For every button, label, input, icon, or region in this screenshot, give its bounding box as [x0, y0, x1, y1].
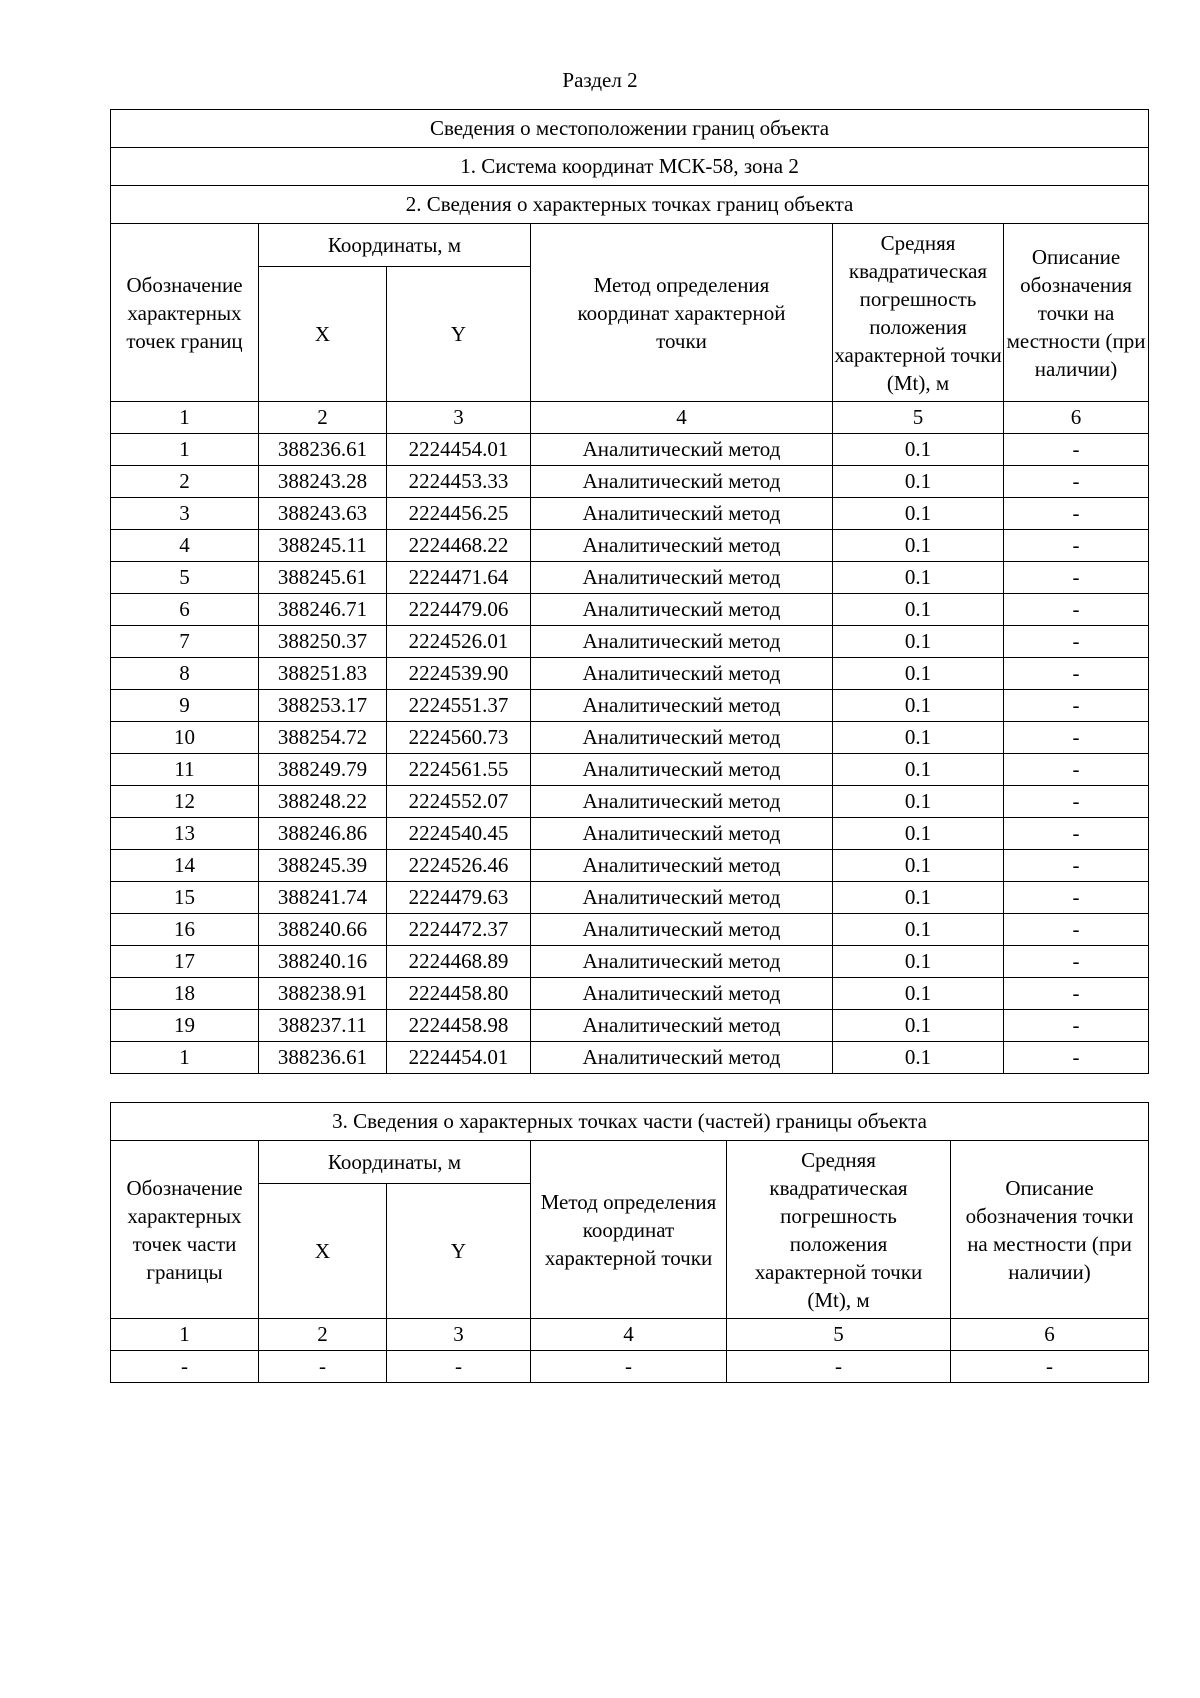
x-coordinate: 388243.63 — [259, 498, 387, 530]
method: Аналитический метод — [531, 562, 833, 594]
method: Аналитический метод — [531, 978, 833, 1010]
table-row — [111, 818, 1149, 850]
table-subtitle: 2. Сведения о характерных точках границ объекта — [111, 186, 1149, 224]
method: Аналитический метод — [531, 818, 833, 850]
y-coordinate: 2224560.73 — [387, 722, 531, 754]
point-number: 11 — [111, 754, 259, 786]
x-coordinate: 388240.16 — [259, 946, 387, 978]
y-coordinate: - — [387, 1351, 531, 1383]
point-number: 1 — [111, 434, 259, 466]
mt-value: 0.1 — [833, 690, 1004, 722]
column-numbers-row — [111, 402, 1149, 434]
part-points-body — [111, 1351, 1149, 1383]
point-number: 12 — [111, 786, 259, 818]
table-row — [111, 914, 1149, 946]
description: - — [951, 1351, 1149, 1383]
method: Аналитический метод — [531, 658, 833, 690]
description: - — [1004, 1042, 1149, 1074]
x-coordinate: 388248.22 — [259, 786, 387, 818]
header-description: Описание обозначения точки на местности (при наличии) — [1004, 224, 1149, 402]
x-coordinate: 388238.91 — [259, 978, 387, 1010]
method: Аналитический метод — [531, 626, 833, 658]
table-row — [111, 1351, 1149, 1383]
y-coordinate: 2224479.63 — [387, 882, 531, 914]
description: - — [1004, 850, 1149, 882]
description: - — [1004, 978, 1149, 1010]
header-y: Y — [387, 267, 531, 402]
mt-value: 0.1 — [833, 914, 1004, 946]
header-description: Описание обозначения точки на местности (при наличии) — [951, 1141, 1149, 1319]
mt-value: 0.1 — [833, 626, 1004, 658]
method: Аналитический метод — [531, 434, 833, 466]
mt-value: 0.1 — [833, 1010, 1004, 1042]
header-error: Средняя квадратическая погрешность положения характерной точки (Mt), м — [727, 1141, 951, 1319]
mt-value: 0.1 — [833, 978, 1004, 1010]
col-number: 4 — [531, 1319, 727, 1351]
x-coordinate: 388253.17 — [259, 690, 387, 722]
mt-value: 0.1 — [833, 658, 1004, 690]
method: Аналитический метод — [531, 530, 833, 562]
col-number: 2 — [259, 1319, 387, 1351]
point-number: 5 — [111, 562, 259, 594]
x-coordinate: 388246.71 — [259, 594, 387, 626]
x-coordinate: 388254.72 — [259, 722, 387, 754]
method: Аналитический метод — [531, 1010, 833, 1042]
table-row — [111, 626, 1149, 658]
method: Аналитический метод — [531, 690, 833, 722]
x-coordinate: 388245.11 — [259, 530, 387, 562]
description: - — [1004, 626, 1149, 658]
description: - — [1004, 658, 1149, 690]
table-row — [111, 658, 1149, 690]
x-coordinate: 388236.61 — [259, 1042, 387, 1074]
table-row — [111, 466, 1149, 498]
x-coordinate: 388240.66 — [259, 914, 387, 946]
method: Аналитический метод — [531, 498, 833, 530]
subtitle-row — [111, 1103, 1149, 1141]
col-number: 4 — [531, 402, 833, 434]
mt-value: 0.1 — [833, 466, 1004, 498]
method: Аналитический метод — [531, 722, 833, 754]
header-designation: Обозначение характерных точек части границы — [111, 1141, 259, 1319]
table-row — [111, 434, 1149, 466]
point-number: 16 — [111, 914, 259, 946]
method: Аналитический метод — [531, 914, 833, 946]
table-row — [111, 882, 1149, 914]
mt-value: 0.1 — [833, 818, 1004, 850]
col-number: 5 — [727, 1319, 951, 1351]
table-row — [111, 530, 1149, 562]
method: - — [531, 1351, 727, 1383]
table-title: Сведения о местоположении границ объекта — [111, 110, 1149, 148]
table-row — [111, 690, 1149, 722]
col-number: 6 — [1004, 402, 1149, 434]
subtitle-row — [111, 186, 1149, 224]
mt-value: 0.1 — [833, 594, 1004, 626]
header-x: X — [259, 267, 387, 402]
mt-value: 0.1 — [833, 754, 1004, 786]
point-number: 3 — [111, 498, 259, 530]
part-boundary-points-table — [110, 1102, 1149, 1383]
mt-value: 0.1 — [833, 882, 1004, 914]
description: - — [1004, 946, 1149, 978]
mt-value: 0.1 — [833, 434, 1004, 466]
col-number: 3 — [387, 1319, 531, 1351]
col-number: 6 — [951, 1319, 1149, 1351]
x-coordinate: 388241.74 — [259, 882, 387, 914]
mt-value: 0.1 — [833, 1042, 1004, 1074]
point-number: 19 — [111, 1010, 259, 1042]
point-number: - — [111, 1351, 259, 1383]
column-numbers-row — [111, 1319, 1149, 1351]
method: Аналитический метод — [531, 466, 833, 498]
description: - — [1004, 754, 1149, 786]
x-coordinate: 388237.11 — [259, 1010, 387, 1042]
description: - — [1004, 882, 1149, 914]
point-number: 9 — [111, 690, 259, 722]
point-number: 17 — [111, 946, 259, 978]
method: Аналитический метод — [531, 1042, 833, 1074]
mt-value: 0.1 — [833, 722, 1004, 754]
description: - — [1004, 786, 1149, 818]
x-coordinate: 388243.28 — [259, 466, 387, 498]
header-coordinates: Координаты, м — [259, 1141, 531, 1184]
header-coordinates: Координаты, м — [259, 224, 531, 267]
table-title-row — [111, 110, 1149, 148]
x-coordinate: 388249.79 — [259, 754, 387, 786]
y-coordinate: 2224471.64 — [387, 562, 531, 594]
point-number: 15 — [111, 882, 259, 914]
y-coordinate: 2224551.37 — [387, 690, 531, 722]
point-number: 4 — [111, 530, 259, 562]
y-coordinate: 2224526.01 — [387, 626, 531, 658]
description: - — [1004, 722, 1149, 754]
table-subtitle: 3. Сведения о характерных точках части (частей) границы объекта — [111, 1103, 1149, 1141]
description: - — [1004, 818, 1149, 850]
description: - — [1004, 530, 1149, 562]
method: Аналитический метод — [531, 850, 833, 882]
method: Аналитический метод — [531, 594, 833, 626]
x-coordinate: 388250.37 — [259, 626, 387, 658]
y-coordinate: 2224458.80 — [387, 978, 531, 1010]
y-coordinate: 2224472.37 — [387, 914, 531, 946]
header-error: Средняя квадратическая погрешность положения характерной точки (Mt), м — [833, 224, 1004, 402]
y-coordinate: 2224454.01 — [387, 1042, 531, 1074]
table-row — [111, 594, 1149, 626]
mt-value: 0.1 — [833, 530, 1004, 562]
table-row — [111, 850, 1149, 882]
point-number: 18 — [111, 978, 259, 1010]
header-x: X — [259, 1184, 387, 1319]
x-coordinate: 388245.61 — [259, 562, 387, 594]
point-number: 1 — [111, 1042, 259, 1074]
y-coordinate: 2224526.46 — [387, 850, 531, 882]
y-coordinate: 2224456.25 — [387, 498, 531, 530]
section-title: Раздел 2 — [562, 68, 638, 92]
method: Аналитический метод — [531, 882, 833, 914]
y-coordinate: 2224552.07 — [387, 786, 531, 818]
point-number: 8 — [111, 658, 259, 690]
method: Аналитический метод — [531, 754, 833, 786]
method: Аналитический метод — [531, 946, 833, 978]
table-row — [111, 946, 1149, 978]
y-coordinate: 2224453.33 — [387, 466, 531, 498]
description: - — [1004, 914, 1149, 946]
mt-value: 0.1 — [833, 850, 1004, 882]
header-method: Метод определения координат характерной точки — [531, 224, 833, 402]
y-coordinate: 2224561.55 — [387, 754, 531, 786]
description: - — [1004, 594, 1149, 626]
header-row-1 — [111, 1141, 1149, 1184]
point-number: 10 — [111, 722, 259, 754]
header-row-1 — [111, 224, 1149, 267]
col-number: 2 — [259, 402, 387, 434]
point-number: 13 — [111, 818, 259, 850]
mt-value: 0.1 — [833, 946, 1004, 978]
point-number: 6 — [111, 594, 259, 626]
y-coordinate: 2224454.01 — [387, 434, 531, 466]
y-coordinate: 2224468.89 — [387, 946, 531, 978]
description: - — [1004, 434, 1149, 466]
coord-system-row — [111, 148, 1149, 186]
col-number: 1 — [111, 402, 259, 434]
mt-value: 0.1 — [833, 786, 1004, 818]
x-coordinate: - — [259, 1351, 387, 1383]
point-number: 2 — [111, 466, 259, 498]
boundary-points-table — [110, 109, 1149, 1074]
y-coordinate: 2224458.98 — [387, 1010, 531, 1042]
y-coordinate: 2224468.22 — [387, 530, 531, 562]
description: - — [1004, 562, 1149, 594]
col-number: 5 — [833, 402, 1004, 434]
table-row — [111, 978, 1149, 1010]
description: - — [1004, 498, 1149, 530]
table-row — [111, 786, 1149, 818]
mt-value: 0.1 — [833, 498, 1004, 530]
table-row — [111, 1010, 1149, 1042]
x-coordinate: 388251.83 — [259, 658, 387, 690]
mt-value: - — [727, 1351, 951, 1383]
table-row — [111, 498, 1149, 530]
x-coordinate: 388245.39 — [259, 850, 387, 882]
table-row — [111, 722, 1149, 754]
x-coordinate: 388236.61 — [259, 434, 387, 466]
description: - — [1004, 466, 1149, 498]
header-designation: Обозначение характерных точек границ — [111, 224, 259, 402]
header-y: Y — [387, 1184, 531, 1319]
method: Аналитический метод — [531, 786, 833, 818]
col-number: 1 — [111, 1319, 259, 1351]
y-coordinate: 2224540.45 — [387, 818, 531, 850]
y-coordinate: 2224539.90 — [387, 658, 531, 690]
point-number: 14 — [111, 850, 259, 882]
y-coordinate: 2224479.06 — [387, 594, 531, 626]
table-row — [111, 754, 1149, 786]
point-number: 7 — [111, 626, 259, 658]
x-coordinate: 388246.86 — [259, 818, 387, 850]
description: - — [1004, 1010, 1149, 1042]
coord-system: 1. Система координат МСК-58, зона 2 — [111, 148, 1149, 186]
description: - — [1004, 690, 1149, 722]
col-number: 3 — [387, 402, 531, 434]
mt-value: 0.1 — [833, 562, 1004, 594]
table-row — [111, 562, 1149, 594]
header-method: Метод определения координат характерной точки — [531, 1141, 727, 1319]
points-body — [111, 434, 1149, 1074]
table-row — [111, 1042, 1149, 1074]
